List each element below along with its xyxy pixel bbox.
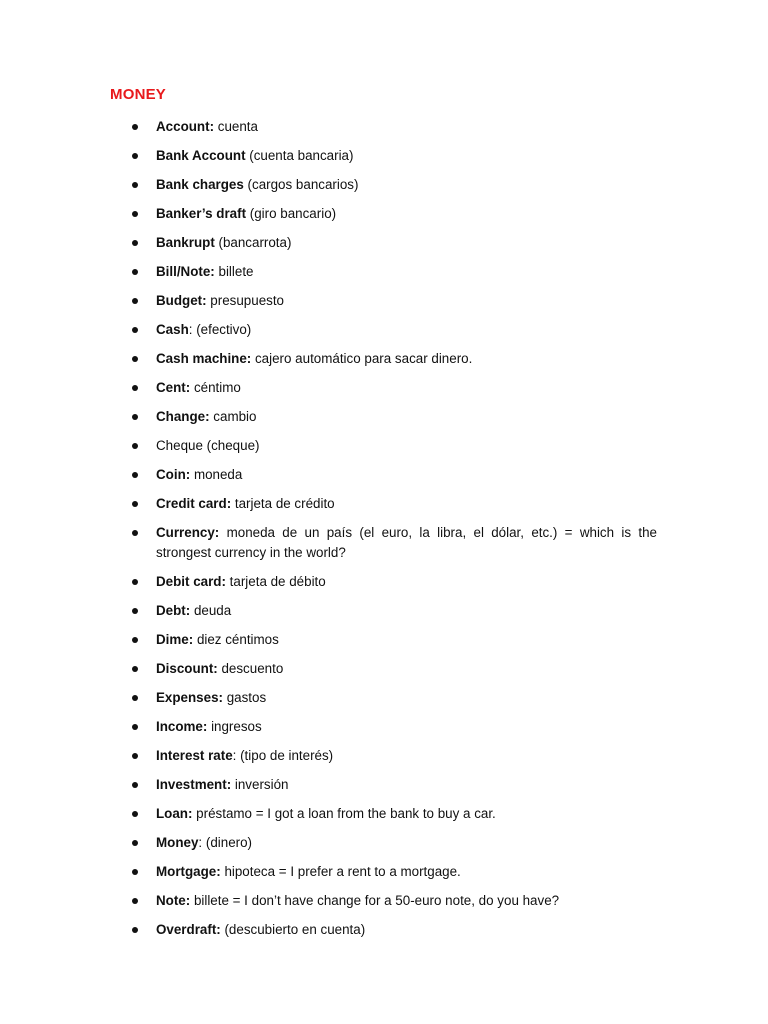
- definition: préstamo = I got a loan from the bank to buy a car.: [192, 806, 496, 821]
- bullet-icon: [132, 753, 138, 759]
- list-item: [156, 378, 657, 398]
- bullet-icon: [132, 579, 138, 585]
- bullet-icon: [132, 811, 138, 817]
- vocabulary-list: [156, 117, 657, 949]
- definition: diez céntimos: [193, 632, 279, 647]
- term: Income:: [156, 719, 208, 734]
- definition: inversión: [231, 777, 289, 792]
- list-item: [156, 688, 657, 708]
- term: Cash machine:: [156, 351, 252, 366]
- term: Money: [156, 835, 199, 850]
- term: Overdraft:: [156, 922, 221, 937]
- bullet-icon: [132, 637, 138, 643]
- definition: (giro bancario): [246, 206, 337, 221]
- list-item: [156, 146, 657, 166]
- bullet-icon: [132, 666, 138, 672]
- definition: : (efectivo): [188, 322, 252, 337]
- list-item: [156, 117, 657, 137]
- list-item: [156, 175, 657, 195]
- term: Banker’s draft: [156, 206, 247, 221]
- list-item: [156, 833, 657, 853]
- section-heading: MONEY: [110, 86, 167, 103]
- term: Bank charges: [156, 177, 244, 192]
- term: Dime:: [156, 632, 194, 647]
- definition: : (dinero): [198, 835, 253, 850]
- term: Change:: [156, 409, 210, 424]
- definition: ingresos: [207, 719, 262, 734]
- definition: cajero automático para sacar dinero.: [251, 351, 473, 366]
- bullet-icon: [132, 608, 138, 614]
- definition: presupuesto: [206, 293, 284, 308]
- definition: hipoteca = I prefer a rent to a mortgage.: [220, 864, 461, 879]
- definition: moneda de un país (el euro, la libra, el dólar, etc.) = which is the strongest currency in the world?: [156, 525, 657, 560]
- list-item: [156, 862, 657, 882]
- list-item: [156, 775, 657, 795]
- definition: billete = I don’t have change for a 50-euro note, do you have?: [190, 893, 560, 908]
- list-item: [156, 523, 657, 563]
- term: Note:: [156, 893, 191, 908]
- bullet-icon: [132, 385, 138, 391]
- bullet-icon: [132, 298, 138, 304]
- list-item: [156, 601, 657, 621]
- definition: (descubierto en cuenta): [220, 922, 366, 937]
- bullet-icon: [132, 240, 138, 246]
- term: Bankrupt: [156, 235, 215, 250]
- list-item: [156, 291, 657, 311]
- bullet-icon: [132, 153, 138, 159]
- definition: Cheque (cheque): [156, 438, 260, 453]
- bullet-icon: [132, 869, 138, 875]
- list-item: [156, 465, 657, 485]
- term: Bill/Note:: [156, 264, 215, 279]
- term: Loan:: [156, 806, 193, 821]
- term: Bank Account: [156, 148, 246, 163]
- list-item: [156, 746, 657, 766]
- bullet-icon: [132, 840, 138, 846]
- definition: descuento: [217, 661, 284, 676]
- list-item: [156, 891, 657, 911]
- list-item: [156, 436, 657, 456]
- list-item: [156, 407, 657, 427]
- term: Interest rate: [156, 748, 233, 763]
- bullet-icon: [132, 472, 138, 478]
- definition: céntimo: [190, 380, 241, 395]
- bullet-icon: [132, 501, 138, 507]
- definition: billete: [214, 264, 254, 279]
- term: Debit card:: [156, 574, 226, 589]
- bullet-icon: [132, 356, 138, 362]
- term: Mortgage:: [156, 864, 221, 879]
- definition: (cargos bancarios): [243, 177, 359, 192]
- bullet-icon: [132, 695, 138, 701]
- bullet-icon: [132, 269, 138, 275]
- bullet-icon: [132, 414, 138, 420]
- list-item: [156, 233, 657, 253]
- term: Expenses:: [156, 690, 223, 705]
- term: Cent:: [156, 380, 191, 395]
- list-item: [156, 630, 657, 650]
- bullet-icon: [132, 124, 138, 130]
- definition: deuda: [190, 603, 232, 618]
- term: Currency:: [156, 525, 220, 540]
- list-item: [156, 349, 657, 369]
- bullet-icon: [132, 211, 138, 217]
- bullet-icon: [132, 443, 138, 449]
- bullet-icon: [132, 927, 138, 933]
- definition: (cuenta bancaria): [245, 148, 354, 163]
- list-item: [156, 572, 657, 592]
- term: Debt:: [156, 603, 191, 618]
- term: Cash: [156, 322, 189, 337]
- term: Discount:: [156, 661, 218, 676]
- bullet-icon: [132, 724, 138, 730]
- definition: (bancarrota): [214, 235, 292, 250]
- term: Investment:: [156, 777, 232, 792]
- bullet-icon: [132, 898, 138, 904]
- list-item: [156, 494, 657, 514]
- list-item: [156, 320, 657, 340]
- definition: moneda: [190, 467, 243, 482]
- definition: tarjeta de débito: [225, 574, 326, 589]
- bullet-icon: [132, 182, 138, 188]
- bullet-icon: [132, 530, 138, 536]
- term: Coin:: [156, 467, 191, 482]
- definition: tarjeta de crédito: [231, 496, 335, 511]
- term: Budget:: [156, 293, 207, 308]
- list-item: [156, 920, 657, 940]
- definition: cambio: [209, 409, 257, 424]
- definition: cuenta: [214, 119, 258, 134]
- list-item: [156, 204, 657, 224]
- term: Account:: [156, 119, 215, 134]
- list-item: [156, 717, 657, 737]
- list-item: [156, 804, 657, 824]
- definition: : (tipo de interés): [232, 748, 334, 763]
- term: Credit card:: [156, 496, 232, 511]
- list-item: [156, 262, 657, 282]
- bullet-icon: [132, 782, 138, 788]
- list-item: [156, 659, 657, 679]
- definition: gastos: [223, 690, 267, 705]
- bullet-icon: [132, 327, 138, 333]
